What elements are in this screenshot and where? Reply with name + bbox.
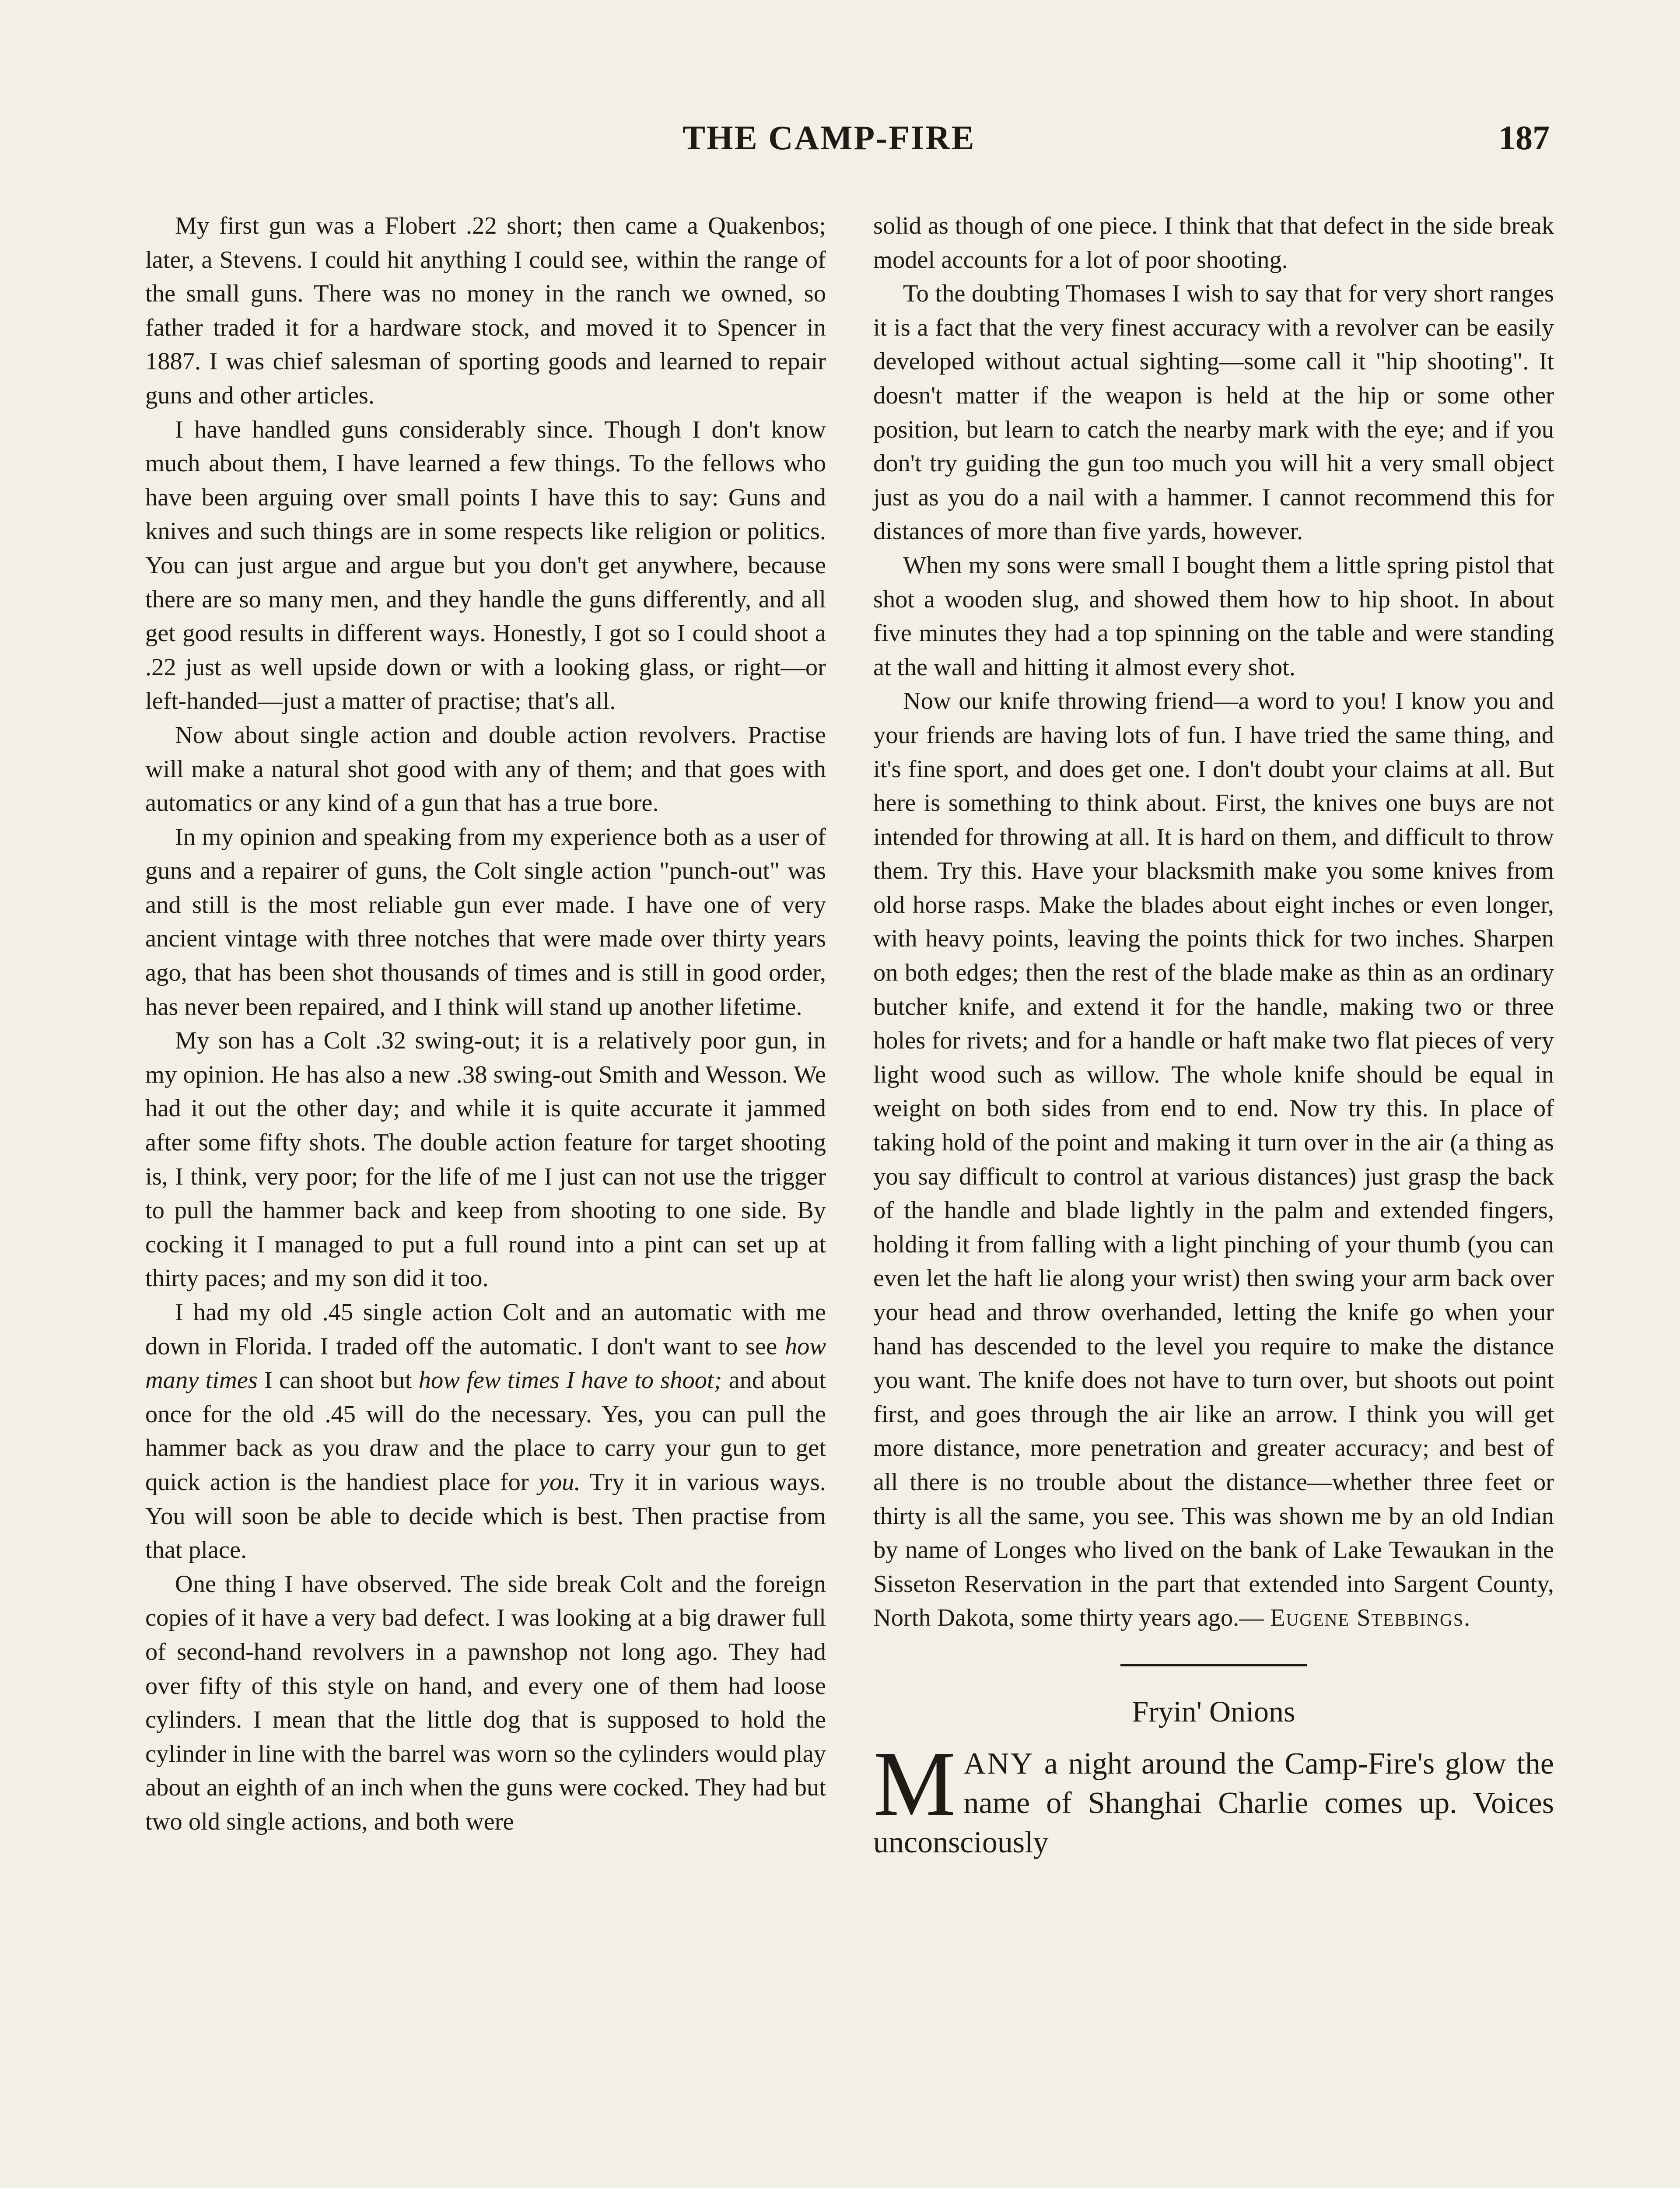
- text-run: and about once for the old .45 will do the necessary. Yes, you can pull the hammer back as you draw and the place to carry your gun to get quick action is the handiest place for: [145, 1367, 826, 1496]
- small-caps-run: ANY: [963, 1746, 1034, 1781]
- text-run: I can shoot but: [257, 1367, 419, 1394]
- paragraph: Now about single action and double action revolvers. Practise will make a natural shot good with any of them; and that goes with automatics or any kind of a gun that has a true bore.: [145, 721, 826, 817]
- paragraph: To the doubting Thomases I wish to say that for very short ranges it is a fact that the very finest accuracy with a revolver can be easily developed without actual sighting—some call it "hip shooting". It doesn't matter if the weapon is held at the hip or some other position, but learn to catch the nearby mark with the eye; and if you don't try guiding the gun too much you will hit a very small object just as you do a nail with a hammer. I cannot recommend this for distances of more than five yards, however.: [873, 280, 1554, 545]
- section-divider: [1120, 1664, 1307, 1666]
- paragraph: I have handled guns considerably since. Though I don't know much about them, I have learned a few things. To the fellows who have been arguing over small points I have this to say: Guns and knives and such things are in some respects like religion or politics. You can just argue and argue but you don't get anywhere, because there are so many men, and they handle the guns differently, and all get good results in different ways. Honestly, I got so I could shoot a .22 just as well upside down or with a looking glass, or right—or left-handed—just a matter of practise; that's all.: [145, 416, 826, 715]
- author-signature: Eugene Stebbings.: [1270, 1604, 1471, 1632]
- running-title: THE CAMP-FIRE: [682, 119, 976, 157]
- paragraph: When my sons were small I bought them a little spring pistol that shot a wooden slug, and showed them how to hip shoot. In about five minutes they had a top spinning on the table and were standing at the wall and hitting it almost every shot.: [873, 551, 1554, 681]
- page-number: 187: [1498, 119, 1550, 157]
- paragraph: My son has a Colt .32 swing-out; it is a relatively poor gun, in my opinion. He has also a new .38 swing-out Smith and Wesson. We had it out the other day; and while it is quite accurate it jammed after some fifty shots. The double action feature for target shooting is, I think, very poor; for the life of me I just can not use the trigger to pull the hammer back and keep from shooting to one side. By cocking it I managed to put a full round into a pint can set up at thirty paces; and my son did it too.: [145, 1027, 826, 1292]
- text-run: Try it in various ways. You will soon be able to decide which is best. Then practise from that place.: [145, 1468, 826, 1564]
- paragraph: [873, 684, 1554, 1635]
- drop-cap: M: [873, 1732, 956, 1835]
- text-run: a night around the Camp-Fire's glow the name of Shanghai Charlie comes up. Voices unconsciously: [873, 1746, 1554, 1859]
- paragraph: My first gun was a Flobert .22 short; then came a Quakenbos; later, a Stevens. I could hit anything I could see, within the range of the small guns. There was no money in the ranch we owned, so father traded it for a hardware stock, and moved it to Spencer in 1887. I was chief salesman of sporting goods and learned to repair guns and other articles.: [145, 212, 826, 409]
- paragraph: [145, 1296, 826, 1567]
- right-column: [873, 209, 1554, 1862]
- page-header: [0, 118, 1680, 166]
- paragraph: In my opinion and speaking from my experience both as a user of guns and a repairer of guns, the Colt single action "punch-out" was and still is the most reliable gun ever made. I have one of very ancient vintage with three notches that were made over thirty years ago, that has been shot thousands of times and is still in good order, has never been repaired, and I think will stand up another lifetime.: [145, 823, 826, 1020]
- section-opening-paragraph: [873, 1732, 1554, 1862]
- paragraph-continuation: solid as though of one piece. I think that that defect in the side break model accounts for a lot of poor shooting.: [873, 212, 1554, 274]
- paragraph: One thing I have observed. The side break Colt and the foreign copies of it have a very bad defect. I was looking at a big drawer full of second-hand revolvers in a pawnshop not long ago. They had over fifty of this style on hand, and every one of them had loose cylinders. I mean that the little dog that is supposed to hold the cylinder in line with the barrel was worn so the cylinders would play about an eighth of an inch when the guns were cocked. They had but two old single actions, and both were: [145, 1570, 826, 1835]
- italic-run: how few times I have to shoot;: [418, 1367, 722, 1394]
- italic-run: you.: [538, 1468, 581, 1496]
- italic-run: how many times: [145, 1332, 826, 1394]
- text-run: Now our knife throwing friend—a word to you! I know you and your friends are having lots of fun. I have tried the same thing, and it's fine sport, and does get one. I don't doubt your claims at all. But here is something to think about. First, the knives one buys are not intended for throwing at all. It is hard on them, and difficult to throw them. Try this. Have your blacksmith make you some knives from old horse rasps. Make the blades about eight inches or even longer, with heavy points, leaving the points thick for two inches. Sharpen on both edges; then the rest of the blade make as thin as an ordinary butcher knife, and extend it for the handle, making two or three holes for rivets; and for a handle or haft make two flat pieces of very light wood such as willow. The whole knife should be equal in weight on both sides from end to end. Now try this. In place of taking hold of the point and making it turn over in the air (a thing as you say difficult to control at various distances) just grasp the back of the handle and blade lightly in the palm and extended fingers, holding it from falling with a light pinching of your thumb (you can even let the haft lie along your wrist) then swing your arm back over your head and throw overhanded, letting the knife go when your hand has descended to the level you require to make the distance you want. The knife does not have to turn over, but shoots out point first, and goes through the air like an arrow. I think you will get more distance, more penetration and greater accuracy; and best of all there is no trouble about the distance—whether three feet or thirty is all the same, you see. This was shown me by an old Indian by name of Longes who lived on the bank of Lake Tewaukan in the Sisseton Reservation in the part that extended into Sargent County, North Dakota, some thirty years ago.—: [873, 687, 1554, 1632]
- left-column: [145, 209, 826, 1839]
- section-title: Fryin' Onions: [1132, 1694, 1295, 1728]
- text-run: I had my old .45 single action Colt and an automatic with me down in Florida. I traded off the automatic. I don't want to see: [145, 1299, 826, 1360]
